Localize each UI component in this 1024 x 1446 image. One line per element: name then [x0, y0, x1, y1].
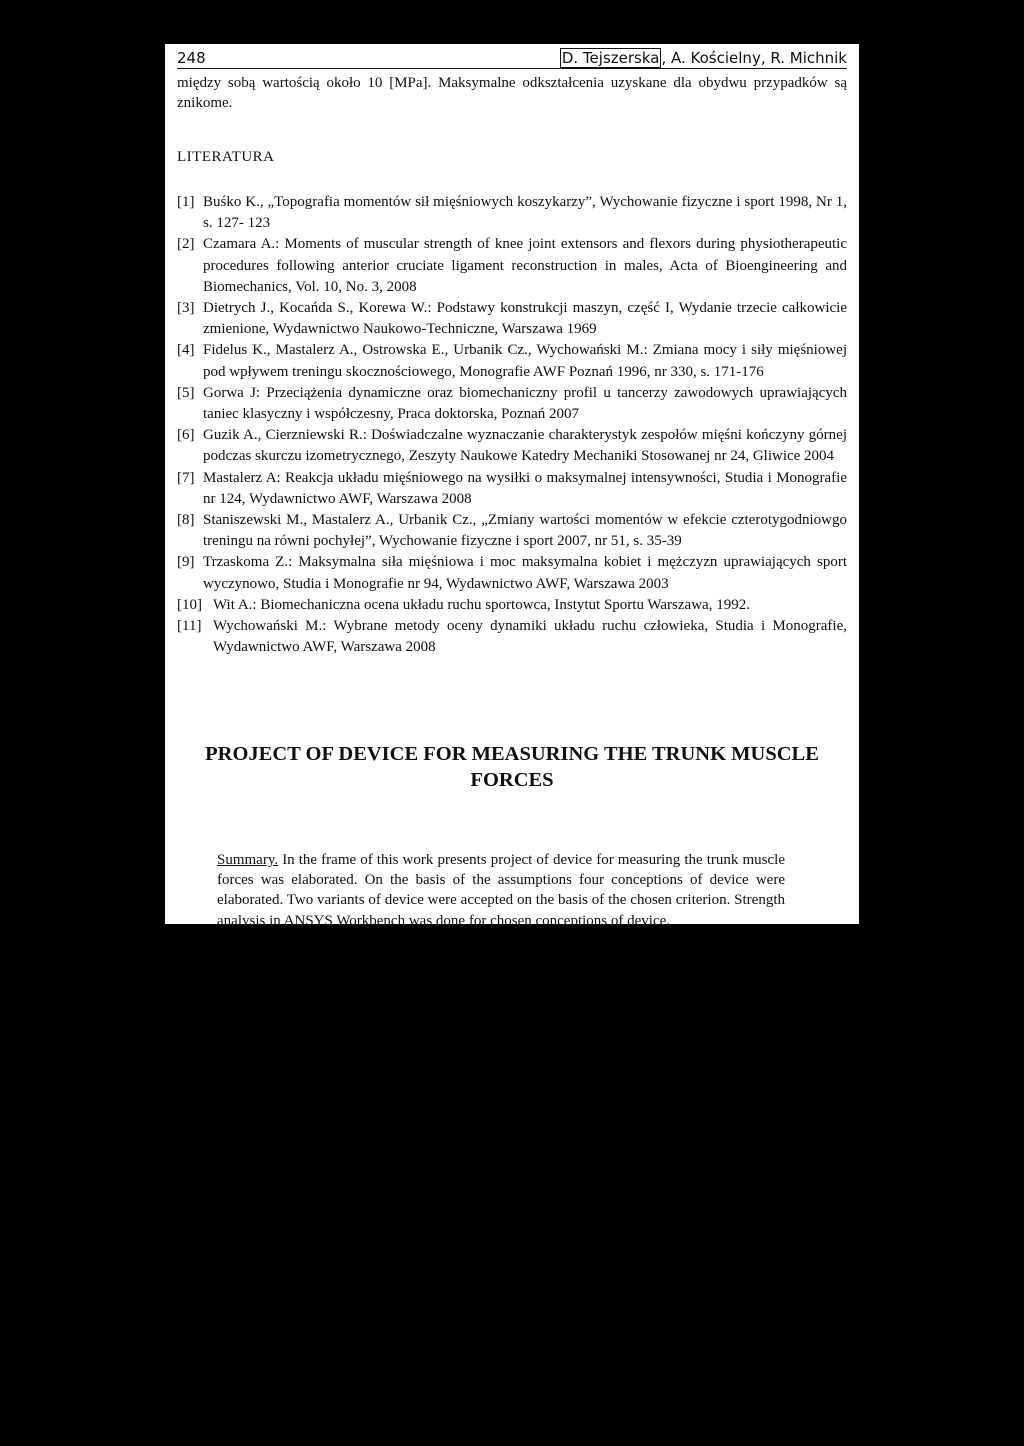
reference-text: Czamara A.: Moments of muscular strength of knee joint extensors and flexors during physiotherapeutic procedures following anterior cruciate ligament reconstruction in males, Acta of Bioengineering and Biomechanics, Vol. 10, No. 3, 2008 [203, 236, 847, 295]
reference-text: Trzaskoma Z.: Maksymalna siła mięśniowa i moc maksymalna kobiet i mężczyzn uprawiających sport wyczynowo, Studia i Monografie nr 94, Wydawnictwo AWF, Warszawa 2003 [203, 554, 847, 592]
reference-number: [5] [177, 384, 195, 401]
reference-number: [11] [177, 618, 202, 635]
reference-list [177, 192, 847, 658]
literature-heading: LITERATURA [177, 149, 275, 165]
reference-text: Staniszewski M., Mastalerz A., Urbanik Cz., „Zmiany wartości momentów w efekcie czterotygodniowgo treningu na równi pochyłej”, Wychowanie fizyczne i sport 2007, nr 51, s. 35-39 [203, 512, 847, 550]
reference-item [177, 468, 847, 510]
reference-text: Gorwa J: Przeciążenia dynamiczne oraz biomechaniczny profil u tancerzy zawodowych uprawiających taniec klasyczny i współczesny, Praca doktorska, Poznań 2007 [203, 384, 847, 423]
reference-item [177, 298, 847, 340]
reference-text: Guzik A., Cierzniewski R.: Doświadczalne wyznaczanie charakterystyk zespołów mięśni kończyny górnej podczas skurczu izometrycznego, Zeszyty Naukowe Katedry Mechaniki Stosowanej nr 24, Gliwice 2004 [203, 427, 847, 465]
summary-text: In the frame of this work presents project of device for measuring the trunk muscle forces was elaborated. On the basis of the assumptions four conceptions of device were elaborated. Two variants of device were accepted on the basis of the chosen criterion. Strength analysis in ANSYS Workbench was done for chosen conceptions of device. [217, 852, 785, 929]
reference-number: [2] [177, 236, 195, 253]
reference-number: [3] [177, 300, 195, 317]
reference-text: Fidelus K., Mastalerz A., Ostrowska E., Urbanik Cz., Wychowański M.: Zmiana mocy i siły mięśniowej pod wpływem treningu skocznościowego, Monografie AWF Poznań 1996, nr 330, s. 171-176 [203, 342, 847, 380]
reference-item [177, 595, 847, 616]
intro-paragraph: między sobą wartością około 10 [MPa]. Maksymalne odkształcenia uzyskane dla obydwu przypadków są znikome. [177, 75, 847, 111]
reference-text: Mastalerz A: Reakcja układu mięśniowego na wysiłki o maksymalnej intensywności, Studia i Monografie nr 124, Wydawnictwo AWF, Warszawa 2008 [203, 469, 847, 507]
reference-text: Wit A.: Biomechaniczna ocena układu ruchu sportowca, Instytut Sportu Warszawa, 1992. [213, 596, 750, 613]
reference-number: [8] [177, 512, 195, 529]
reference-item [177, 510, 847, 552]
first-author-highlight: D. Tejszerska [561, 49, 660, 67]
reference-text: Wychowański M.: Wybrane metody oceny dynamiki układu ruchu człowieka, Studia i Monografie, Wydawnictwo AWF, Warszawa 2008 [213, 618, 847, 656]
reference-number: [1] [177, 194, 195, 210]
reference-number: [4] [177, 342, 195, 359]
reference-item [177, 340, 847, 382]
reference-number: [7] [177, 469, 195, 486]
other-authors: , A. Kościelny, R. Michnik [661, 49, 847, 67]
running-header [177, 48, 847, 69]
reference-number: [6] [177, 427, 195, 444]
document-page [165, 44, 859, 929]
header-authors [560, 48, 847, 68]
reference-number: [9] [177, 554, 195, 571]
reference-item [177, 234, 847, 298]
page-number: 248 [177, 49, 206, 67]
reference-item [177, 425, 847, 467]
reference-text: Buśko K., „Topografia momentów sił mięśniowych koszykarzy”, Wychowanie fizyczne i sport 1998, Nr 1, s. 127- 123 [203, 194, 847, 232]
reference-item [177, 616, 847, 658]
reference-item [177, 552, 847, 594]
summary-label: Summary. [217, 852, 279, 868]
reference-text: Dietrych J., Kocańda S., Korewa W.: Podstawy konstrukcji maszyn, część I, Wydanie trzecie całkowicie zmienione, Wydawnictwo Naukowo-Techniczne, Warszawa 1969 [203, 300, 847, 338]
summary-paragraph [217, 850, 785, 931]
reference-number: [10] [177, 596, 202, 613]
reference-item [177, 383, 847, 425]
reference-item [177, 192, 847, 234]
project-title: PROJECT OF DEVICE FOR MEASURING THE TRUNK MUSCLE FORCES [205, 743, 819, 791]
